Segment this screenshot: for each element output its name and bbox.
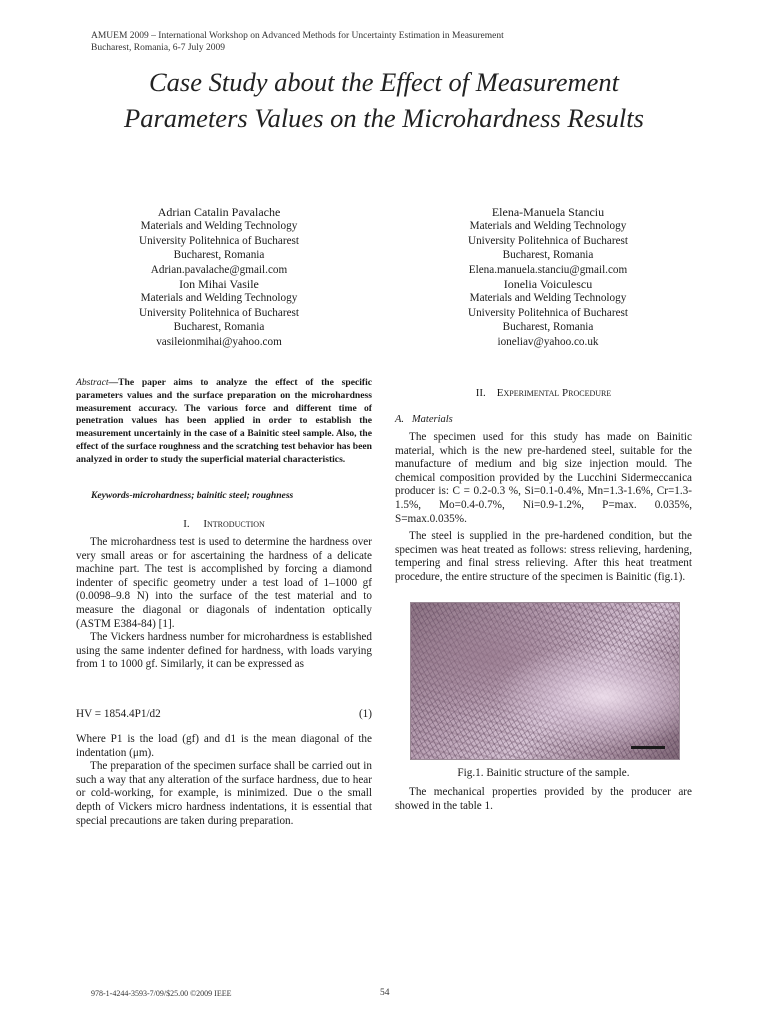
author-city: Bucharest, Romania (173, 249, 265, 262)
equation-number: (1) (358, 708, 372, 720)
intro-paragraph: Where P1 is the load (gf) and d1 is the mean diagonal of the indentation (μm). (76, 733, 372, 759)
author-block-4 (428, 277, 668, 349)
author-block-2 (428, 205, 668, 277)
section-number: II. (475, 387, 486, 399)
subsection-title: Materials (411, 414, 453, 425)
subsection-number: A. (395, 414, 405, 425)
page-number: 54 (380, 988, 390, 998)
section-number: I. (183, 518, 190, 530)
intro-paragraph: The microhardness test is used to determine the hardness over very small areas or for ascertaining the hardness of a delicate machine part. The test is accomplished by forcing a diamond indenter of specific geometry under a test load of 1–1000 gf (0.0098–9.8 N) into the surface of the test material and to measure the diagonal or diagonals of indentation optically (ASTM E384-84) [1]. (76, 536, 372, 630)
conference-line-1: AMUEM 2009 – International Workshop on Advanced Methods for Uncertainty Estimation in Measurement (91, 31, 504, 41)
author-email: vasileionmihai@yahoo.com (156, 335, 282, 348)
abstract-lead: Abstract (76, 377, 109, 388)
materials-body-2 (395, 530, 692, 584)
materials-body (395, 431, 692, 526)
section-heading-experimental (395, 386, 692, 400)
author-email: Elena.manuela.stanciu@gmail.com (468, 263, 628, 276)
section-title: Introduction (203, 518, 265, 530)
author-city: Bucharest, Romania (173, 321, 265, 334)
footer-copyright: 978-1-4244-3593-7/09/$25.00 ©2009 IEEE (91, 989, 232, 998)
paper-title (60, 64, 708, 136)
author-dept: Materials and Welding Technology (469, 292, 627, 305)
section-heading-introduction (76, 517, 372, 531)
author-block-1 (100, 205, 338, 277)
abstract-text: —The paper aims to analyze the effect of the specific parameters values and the surface preparation on the microhardness measurement accuracy. The various force and different time of penetration values has been applied in order to establish the measurement uncertainly in the case of a Bainitic steel sample. Also, the effect of the surface roughness and the scratching test behavior has been analyzed in order to study the superficial material characteristics. (76, 377, 372, 465)
author-dept: Materials and Welding Technology (140, 292, 298, 305)
keywords: Keywords-microhardness; bainitic steel; roughness (91, 490, 294, 501)
equation: HV = 1854.4P1/d2 (76, 708, 161, 720)
author-block-3 (100, 277, 338, 349)
author-univ: University Politehnica of Bucharest (467, 306, 628, 319)
figure-caption: Fig.1. Bainitic structure of the sample. (457, 767, 630, 779)
author-dept: Materials and Welding Technology (140, 220, 298, 233)
conference-line-2: Bucharest, Romania, 6-7 July 2009 (91, 43, 226, 53)
abstract (76, 377, 372, 467)
author-city: Bucharest, Romania (502, 249, 594, 262)
after-figure-paragraph: The mechanical properties provided by the producer are showed in the table 1. (395, 786, 692, 812)
author-univ: University Politehnica of Bucharest (138, 234, 299, 247)
scale-bar (631, 746, 665, 749)
micrograph-image (410, 602, 680, 760)
intro-paragraph: The Vickers hardness number for microhardness is established using the same indenter defined for hardness, with loads varying from 1 to 1000 gf. Similarly, it can be expressed as (76, 631, 372, 671)
author-univ: University Politehnica of Bucharest (467, 234, 628, 247)
author-name: Adrian Catalin Pavalache (157, 205, 281, 219)
author-city: Bucharest, Romania (502, 321, 594, 334)
author-univ: University Politehnica of Bucharest (138, 306, 299, 319)
author-email: ioneliav@yahoo.co.uk (497, 335, 599, 348)
title-line-1: Case Study about the Effect of Measurement (148, 67, 620, 97)
author-dept: Materials and Welding Technology (469, 220, 627, 233)
intro-body (76, 536, 372, 672)
equation-row (76, 707, 372, 721)
intro-paragraph: The preparation of the specimen surface shall be carried out in such a way that any alteration of the surface hardness, due to hear or cold-working, for example, is minimized. Due o the small depth of Vickers micro hardness indentations, it is essential that special precautions are taken during preparation. (76, 760, 372, 827)
author-name: Ionelia Voiculescu (503, 277, 593, 291)
title-line-2: Parameters Values on the Microhardness Results (124, 103, 644, 133)
subsection-heading-materials (395, 413, 692, 427)
author-name: Ion Mihai Vasile (179, 277, 259, 291)
after-figure-body (395, 786, 692, 813)
section-title: Experimental Procedure (496, 387, 612, 399)
author-email: Adrian.pavalache@gmail.com (150, 263, 288, 276)
materials-paragraph: The specimen used for this study has made on Bainitic material, which is the new pre-hardened steel, suitable for the manufacture of medium and big size injection mould. The chemical composition provided by the Lucchini Sidermeccanica producer is: C = 0.2-0.3 %, Si=0.1-0.4%, Mn=1.3-1.6%, Cr=1.3-1.5%, Mo=0.4-0.7%, Ni=0.9-1.2%, P=max. 0.035%, S=max.0.035%. (395, 431, 692, 525)
intro-body-continued (76, 733, 372, 828)
author-name: Elena-Manuela Stanciu (491, 205, 605, 219)
conference-header (91, 30, 504, 54)
materials-paragraph: The steel is supplied in the pre-hardened condition, but the specimen was heat treated as follows: stress relieving, hardening, tempering and final stress relieving. After this heat treatment procedure, the entire structure of the specimen is Bainitic (fig.1). (395, 530, 692, 583)
